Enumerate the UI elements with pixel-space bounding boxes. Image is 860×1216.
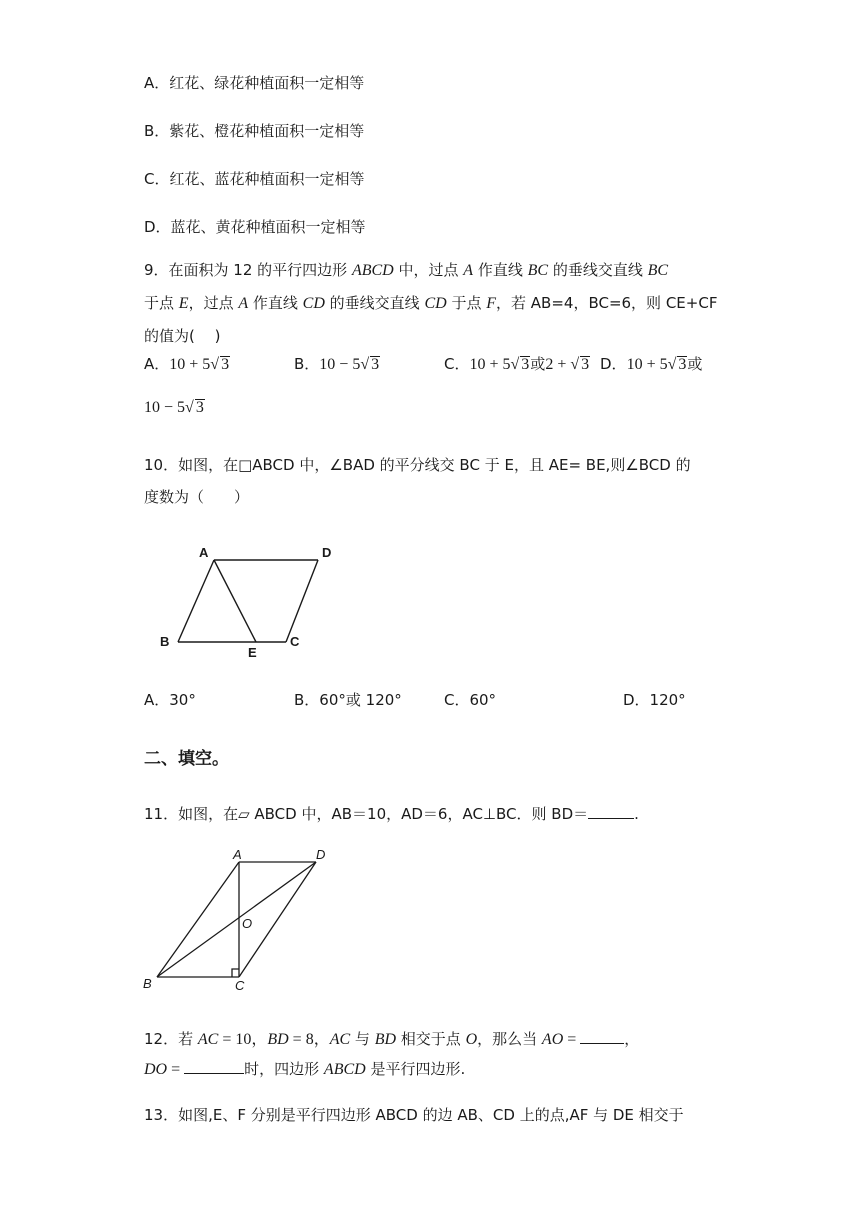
q10-label-b: B xyxy=(160,634,170,649)
q11-label-a: A xyxy=(233,847,242,862)
q11-parallelogram-figure xyxy=(140,845,340,995)
q10-label-c: C xyxy=(290,634,300,649)
q11-label-b: B xyxy=(143,976,152,991)
section-heading-fill-in: 二、填空。 xyxy=(144,749,229,769)
q10-side-ab xyxy=(178,560,214,642)
q10-label-e: E xyxy=(248,645,257,660)
q8-option-c: C．红花、蓝花种植面积一定相等 xyxy=(144,170,365,188)
q11-side-ab xyxy=(157,862,239,977)
q9-option-c: C．10 + 5√ 3或2 + √ 3 xyxy=(444,355,590,373)
q11-label-d: D xyxy=(316,847,326,862)
q10-label-d: D xyxy=(322,545,332,560)
q9-option-b: B．10 − 5√ 3 xyxy=(294,355,380,373)
q10-label-a: A xyxy=(199,545,209,560)
q9-option-d-continued: 10 − 5√ 3 xyxy=(144,399,204,416)
q11-right-angle-mark xyxy=(232,969,239,977)
q10-parallelogram-figure xyxy=(150,538,332,663)
q8-option-a: A．红花、绿花种植面积一定相等 xyxy=(144,74,365,92)
q11-stem: 11．如图，在▱ ABCD 中，AB＝10，AD＝6，AC⊥BC．则 BD＝ . xyxy=(144,805,639,823)
q10-stem: 10．如图，在□ABCD 中，∠BAD 的平分线交 BC 于 E，且 AE= BE,则∠BCD 的 度数为（ ） xyxy=(144,456,691,506)
q11-label-c: C xyxy=(235,978,245,993)
q12-line-2: DO = 时，四边形 ABCD 是平行四边形. xyxy=(144,1060,466,1078)
q9-option-a: A．10 + 5√ 3 xyxy=(144,355,230,373)
q10-segment-ae xyxy=(214,560,256,642)
q11-label-o: O xyxy=(242,916,253,931)
q11-diagonal-bd xyxy=(157,862,316,977)
q12-line-1: 12．若 AC = 10，BD = 8，AC 与 BD 相交于点 O，那么当 AO = ， xyxy=(144,1030,640,1048)
q8-option-b: B．紫花、橙花种植面积一定相等 xyxy=(144,122,365,140)
q8-option-d: D．蓝花、黄花种植面积一定相等 xyxy=(144,218,366,236)
q10-option-b: B．60°或 120° xyxy=(294,691,402,709)
q9-stem: 9．在面积为 12 的平行四边形 ABCD 中，过点 A 作直线 BC 的垂线交直线 BC 于点 E，过点 A 作直线 CD 的垂线交直线 CD 于点 F，若 AB=4，BC=6，则 CE+CF 的值为( ) xyxy=(144,261,718,345)
q10-side-dc xyxy=(286,560,318,642)
q9-option-d: D．10 + 5√ 3或 xyxy=(600,355,703,373)
q13-stem: 13．如图,E、F 分别是平行四边形 ABCD 的边 AB、CD 上的点,AF 与 DE 相交于 xyxy=(144,1106,684,1124)
q10-option-d: D．120° xyxy=(623,691,686,709)
q10-option-c: C．60° xyxy=(444,691,497,709)
q10-option-a: A．30° xyxy=(144,691,196,709)
